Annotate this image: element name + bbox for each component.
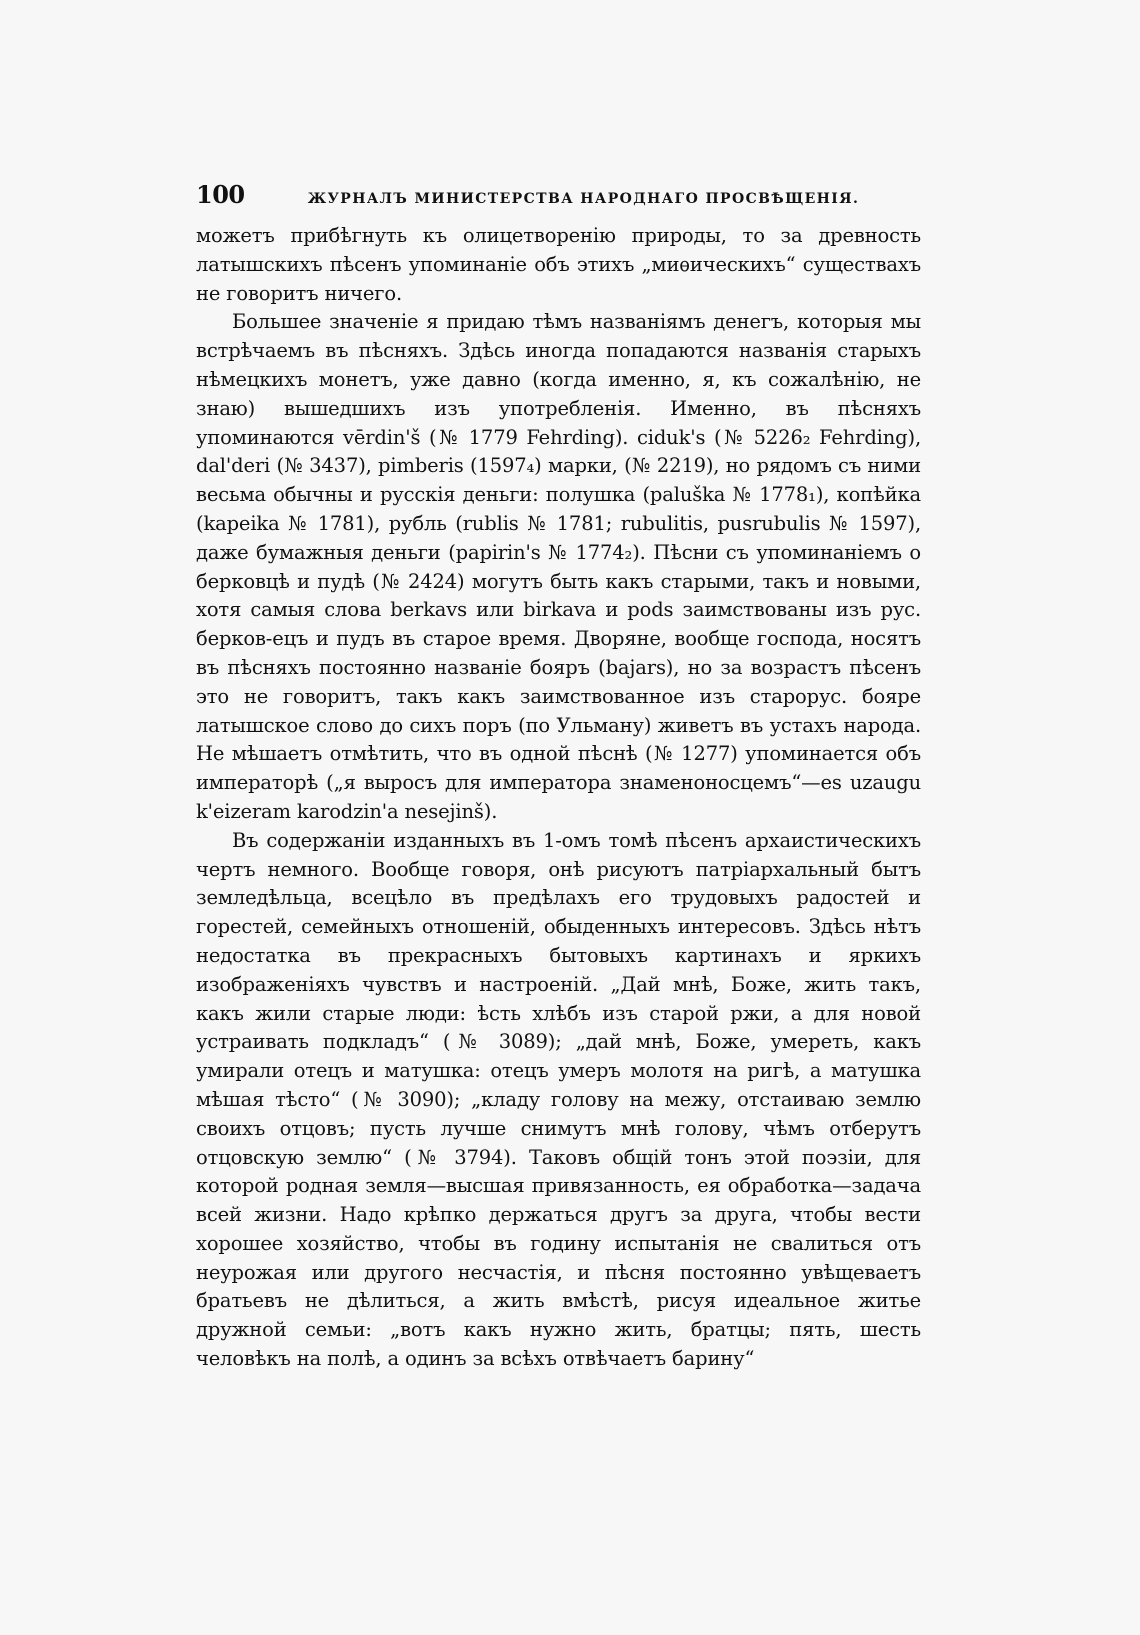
running-title: ЖУРНАЛЪ МИНИСТЕРСТВА НАРОДНАГО ПРОСВѢЩЕНІЯ. [307,191,860,207]
body-text [196,222,921,1374]
document-page [196,180,921,1374]
paragraph-continued: можетъ прибѣгнуть къ олицетворенію природы, то за древность латышскихъ пѣсенъ упоминаніе объ этихъ „миѳическихъ“ существахъ не говоритъ ничего. [196,224,921,305]
paragraph-money-names: Большее значеніе я придаю тѣмъ названіямъ денегъ, которыя мы встрѣчаемъ въ пѣсняхъ. Здѣсь иногда попадаются названія старыхъ нѣмецкихъ монетъ, уже давно (когда именно, я, къ сожалѣнію, не знаю) вышедшихъ изъ употребленія. Именно, въ пѣсняхъ упоминаются vērdin'š (№ 1779 Fehrding). ciduk's (№ 5226₂ Fehrding), dal'deri (№ 3437), pimberis (1597₄) марки, (№ 2219), но рядомъ съ ними весьма обычны и русскія деньги: полушка (paluška № 1778₁), копѣйка (kapeika № 1781), рубль (rublis № 1781; rubulitis, pusrubulis № 1597), даже бумажныя деньги (papirin's № 1774₂). Пѣсни съ упоминаніемъ о берковцѣ и пудѣ (№ 2424) могутъ быть какъ старыми, такъ и новыми, хотя самыя слова berkavs или birkava и pods заимствованы изъ рус. берков-ецъ и пудъ въ старое время. Дворяне, вообще господа, носятъ въ пѣсняхъ постоянно названіе бояръ (bajars), но за возрастъ пѣсенъ это не говоритъ, такъ какъ заимствованное изъ старорус. бояре латышское слово до сихъ поръ (по Ульману) живетъ въ устахъ народа. Не мѣшаетъ отмѣтить, что въ одной пѣснѣ (№ 1277) упоминается объ императорѣ („я выросъ для императора знаменоносцемъ“—es uzaugu k'eizeram karodzin'a nesejinš). [196,310,921,823]
paragraph-content: Въ содержаніи изданныхъ въ 1-омъ томѣ пѣсенъ архаистическихъ чертъ немного. Вообще говоря, онѣ рисуютъ патріархальный бытъ земледѣльца, всецѣло въ предѣлахъ его трудовыхъ радостей и горестей, семейныхъ отношеній, обыденныхъ интересовъ. Здѣсь нѣтъ недостатка въ прекрасныхъ бытовыхъ картинахъ и яркихъ изображеніяхъ чувствъ и настроеній. „Дай мнѣ, Боже, жить такъ, какъ жили старые люди: ѣсть хлѣбъ изъ старой ржи, а для новой устраивать подкладъ“ (№ 3089); „дай мнѣ, Боже, умереть, какъ умирали отецъ и матушка: отецъ умеръ молотя на ригѣ, а матушка мѣшая тѣсто“ (№ 3090); „кладу голову на межу, отстаиваю землю своихъ отцовъ; пусть лучше снимутъ мнѣ голову, чѣмъ отберутъ отцовскую землю“ (№ 3794). Таковъ общій тонъ этой поэзіи, для которой родная земля—высшая привязанность, ея обработка—задача всей жизни. Надо крѣпко держаться другъ за друга, чтобы вести хорошее хозяйство, чтобы въ годину испытанія не свалиться отъ неурожая или другого несчастія, и пѣсня постоянно увѣщеваетъ братьевъ не дѣлиться, а жить вмѣстѣ, рисуя идеальное житье дружной семьи: „вотъ какъ нужно жить, братцы; пять, шесть человѣкъ на полѣ, а одинъ за всѣхъ отвѣчаетъ барину“ [196,828,921,1371]
page-header [196,180,921,220]
page-number: 100 [196,180,245,209]
